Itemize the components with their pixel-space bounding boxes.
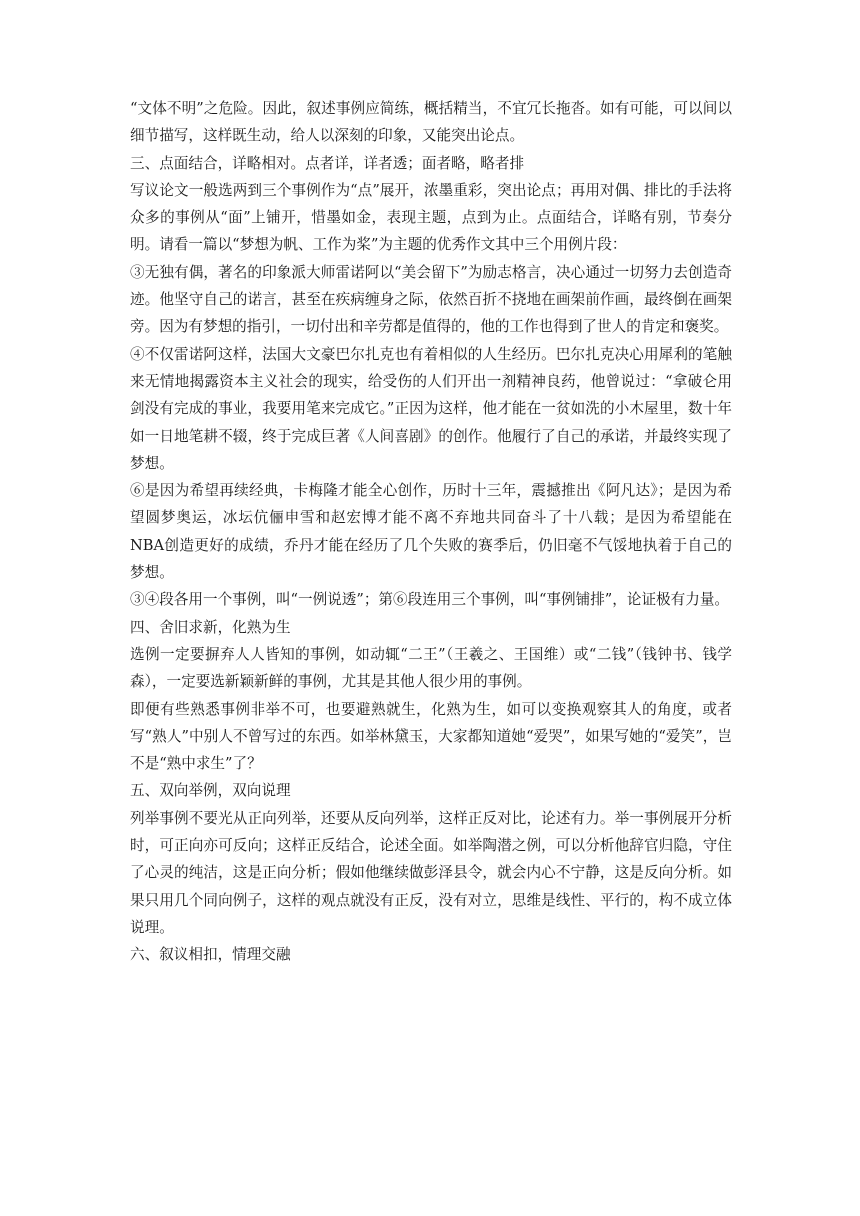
section-heading-4: 四、舍旧求新，化熟为生 [130, 618, 291, 636]
paragraph-example-4: ④不仅雷诺阿这样，法国大文豪巴尔扎克也有着相似的人生经历。巴尔扎克决心用犀利的笔触来无情地揭露资本主义社会的现实，给受伤的人们开出一剂精神良药，他曾说过：“拿破仑用剑没有完成的事业，我要用笔来完成它。”正因为这样，他才能在一贫如洗的小木屋里，数十年如一日地笔耕不辍，终于完成巨著《人间喜剧》的创作。他履行了自己的承诺，并最终实现了梦想。 [130, 345, 732, 472]
paragraph-familiar-examples: 即便有些熟悉事例非举不可，也要避熟就生，化熟为生，如可以变换观察其人的角度，或者写“熟人”中别人不曾写过的东西。如举林黛玉，大家都知道她“爱哭”，如果写她的“爱笑”，岂不是“熟中求生”了？ [130, 700, 732, 773]
paragraph-example-3: ③无独有偶，著名的印象派大师雷诺阿以“美会留下”为励志格言，决心通过一切努力去创造奇迹。他坚守自己的诺言，甚至在疾病缠身之际，依然百折不挠地在画架前作画，最终倒在画架旁。因为有梦想的指引，一切付出和辛劳都是值得的，他的工作也得到了世人的肯定和褒奖。 [130, 263, 732, 336]
paragraph-continuation: “文体不明”之危险。因此，叙述事例应简练，概括精当，不宜冗长拖沓。如有可能，可以间以细节描写，这样既生动，给人以深刻的印象，又能突出论点。 [130, 100, 732, 145]
document-page [130, 95, 732, 969]
paragraph-two-way-examples: 列举事例不要光从正向列举，还要从反向列举，这样正反对比，论述有力。举一事例展开分析时，可正向亦可反向；这样正反结合，论述全面。如举陶潜之例，可以分析他辞官归隐，守住了心灵的纯洁，这是正向分析；假如他继续做彭泽县令，就会内心不宁静，这是反向分析。如果只用几个同向例子，这样的观点就没有正反，没有对立，思维是线性、平行的，构不成立体说理。 [130, 809, 732, 936]
section-heading-5: 五、双向举例，双向说理 [130, 782, 291, 800]
paragraph-point-area-intro: 写议论文一般选两到三个事例作为“点”展开，浓墨重彩，突出论点；再用对偶、排比的手法将众多的事例从“面”上铺开，惜墨如金，表现主题，点到为止。点面结合，详略有别，节奏分明。请看一篇以“梦想为帆、工作为桨”为主题的优秀作文其中三个用例片段： [130, 181, 732, 254]
paragraph-new-examples: 选例一定要摒弃人人皆知的事例，如动辄“二王”（王羲之、王国维）或“二钱”（钱钟书、钱学森），一定要选新颖新鲜的事例，尤其是其他人很少用的事例。 [130, 645, 732, 691]
section-heading-3: 三、点面结合，详略相对。点者详，详者透；面者略，略者排 [130, 154, 525, 172]
paragraph-example-6: ⑥是因为希望再续经典，卡梅隆才能全心创作，历时十三年，震撼推出《阿凡达》；是因为希望圆梦奥运，冰坛伉俪申雪和赵宏博才能不离不弃地共同奋斗了十八载；是因为希望能在NBA创造更好的成绩，乔丹才能在经历了几个失败的赛季后，仍旧毫不气馁地执着于自己的梦想。 [130, 482, 732, 582]
paragraph-examples-summary: ③④段各用一个事例，叫“一例说透”；第⑥段连用三个事例，叫“事例铺排”，论证极有力量。 [130, 591, 730, 609]
section-heading-6: 六、叙议相扣，情理交融 [130, 946, 291, 964]
